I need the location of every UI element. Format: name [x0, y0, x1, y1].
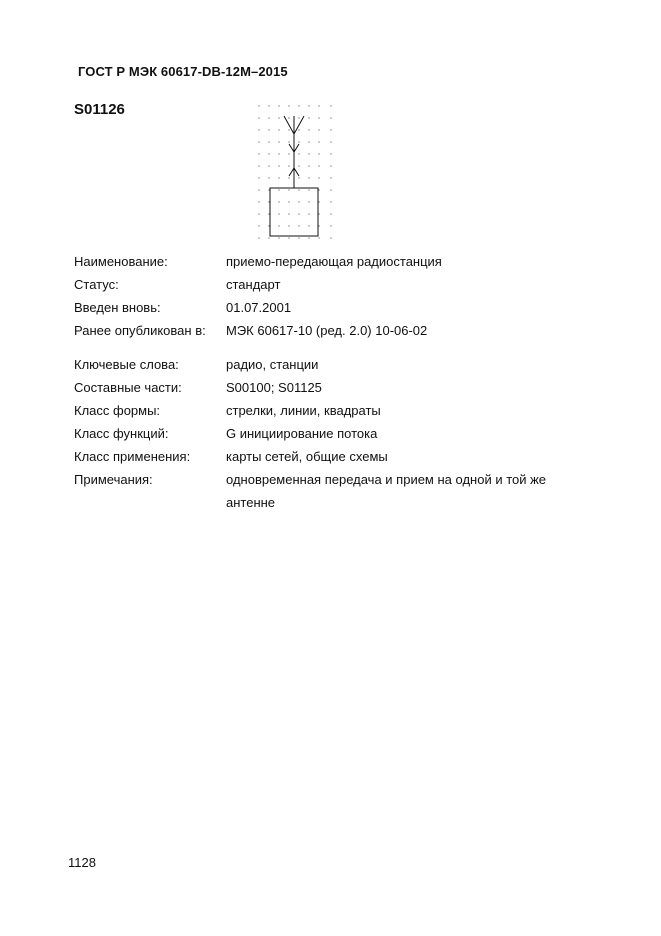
property-label: Наименование:	[74, 254, 168, 269]
property-label: Статус:	[74, 277, 119, 292]
property-value: карты сетей, общие схемы	[226, 449, 388, 464]
property-value: S00100; S01125	[226, 380, 322, 395]
property-value: стрелки, линии, квадраты	[226, 403, 381, 418]
property-name	[74, 250, 594, 273]
property-status	[74, 273, 594, 296]
property-value: МЭК 60617-10 (ред. 2.0) 10-06-02	[226, 323, 428, 338]
property-label: Ранее опубликован в:	[74, 323, 206, 338]
property-introduced	[74, 296, 594, 319]
property-value: стандарт	[226, 277, 281, 292]
property-label: Класс формы:	[74, 403, 161, 418]
property-value: 01.07.2001	[226, 300, 292, 315]
properties-list	[74, 250, 594, 514]
property-components	[74, 376, 594, 399]
property-notes	[74, 468, 594, 514]
property-previously-published	[74, 319, 594, 342]
property-label: Класс функций:	[74, 426, 169, 441]
property-application-class	[74, 445, 594, 468]
property-value: одновременная передача и прием на одной и той же антенне	[226, 472, 547, 510]
property-label: Примечания:	[74, 472, 153, 487]
page-number: 1128	[68, 855, 96, 870]
property-keywords	[74, 353, 594, 376]
property-value: радио, станции	[226, 357, 319, 372]
property-label: Составные части:	[74, 380, 182, 395]
property-value: G инициирование потока	[226, 426, 378, 441]
symbol-code: S01126	[74, 101, 125, 118]
radio-station-symbol-icon	[256, 104, 336, 246]
property-label: Введен вновь:	[74, 300, 161, 315]
property-shape-class	[74, 399, 594, 422]
property-label: Ключевые слова:	[74, 357, 179, 372]
property-label: Класс применения:	[74, 449, 191, 464]
property-value: приемо-передающая радиостанция	[226, 254, 442, 269]
property-function-class	[74, 422, 594, 445]
document-header: ГОСТ Р МЭК 60617-DB-12M–2015	[78, 64, 288, 79]
